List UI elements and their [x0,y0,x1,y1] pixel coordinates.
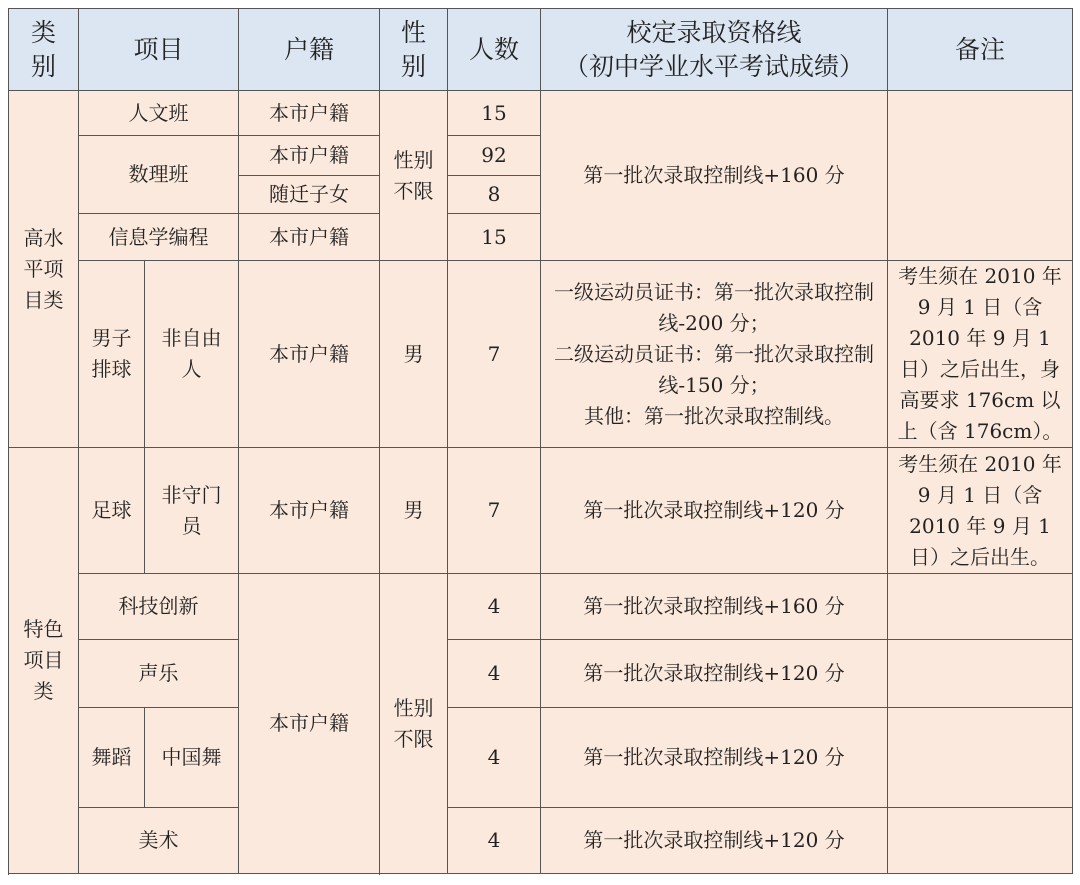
sport-cell: 男子排球 [79,261,145,448]
hukou-cell: 本市户籍 [239,448,380,574]
line-cell: 第一批次录取控制线+160 分 [541,574,888,640]
project-cell: 美术 [79,808,239,874]
table-row [9,640,1073,708]
count-cell: 4 [448,574,541,640]
remarks-cell [888,640,1073,708]
hukou-cell: 本市户籍 [239,214,380,261]
gender-cell: 男 [380,448,448,574]
line-cell: 第一批次录取控制线+160 分 [541,91,888,261]
hukou-cell: 本市户籍 [239,574,380,874]
line-item: 二级运动员证书：第一批次录取控制线-150 分； [554,341,875,397]
hukou-cell: 本市户籍 [239,91,380,136]
project-cell: 舞蹈 [79,708,145,808]
project-cell: 人文班 [79,91,239,136]
remarks-cell: 考生须在 2010 年 9 月 1 日（含 2010 年 9 月 1 日）之后出生。 [888,448,1073,574]
header-line-subtitle: （初中学业水平考试成绩） [564,51,865,81]
header-line-title: 校定录取资格线 [626,17,802,47]
table-row [9,808,1073,874]
count-cell: 7 [448,261,541,448]
remarks-cell [888,808,1073,874]
header-gender: 性别 [380,9,448,91]
hukou-cell: 随迁子女 [239,176,380,214]
project-cell: 科技创新 [79,574,239,640]
header-count: 人数 [448,9,541,91]
sub-project-cell: 中国舞 [145,708,239,808]
count-cell: 15 [448,91,541,136]
remarks-cell: 考生须在 2010 年 9 月 1 日（含 2010 年 9 月 1 日）之后出生，身高要求 176cm 以上（含 176cm）。 [888,261,1073,448]
line-cell: 第一批次录取控制线+120 分 [541,448,888,574]
count-cell: 4 [448,708,541,808]
header-project: 项目 [79,9,239,91]
project-cell: 数理班 [79,136,239,214]
hukou-cell: 本市户籍 [239,136,380,176]
remarks-cell [888,574,1073,640]
category-cell-special: 特色项目类 [9,448,79,874]
line-cell: 第一批次录取控制线+120 分 [541,808,888,874]
gender-cell: 性别不限 [380,91,448,261]
count-cell: 7 [448,448,541,574]
table-row [9,574,1073,640]
count-cell: 8 [448,176,541,214]
count-cell: 92 [448,136,541,176]
remarks-cell [888,91,1073,261]
header-category: 类别 [9,9,79,91]
table-row [9,91,1073,136]
count-cell: 15 [448,214,541,261]
line-item: 其他：第一批次录取控制线。 [584,403,845,428]
gender-cell: 男 [380,261,448,448]
line-cell [541,261,888,448]
gender-cell: 性别不限 [380,574,448,874]
admission-table-container [8,8,1073,874]
line-cell: 第一批次录取控制线+120 分 [541,640,888,708]
position-cell: 非自由人 [145,261,239,448]
header-qualification-line [541,9,888,91]
count-cell: 4 [448,808,541,874]
header-hukou: 户籍 [239,9,380,91]
remarks-cell [888,708,1073,808]
table-row [9,261,1073,448]
line-cell: 第一批次录取控制线+120 分 [541,708,888,808]
hukou-cell: 本市户籍 [239,261,380,448]
category-cell-high-level: 高水平项目类 [9,91,79,448]
position-cell: 非守门员 [145,448,239,574]
table-row [9,448,1073,574]
line-item: 一级运动员证书：第一批次录取控制线-200 分； [554,279,875,335]
project-cell: 信息学编程 [79,214,239,261]
project-cell: 声乐 [79,640,239,708]
admission-table [8,8,1073,874]
table-row [9,708,1073,808]
header-row [9,9,1073,91]
count-cell: 4 [448,640,541,708]
sport-cell: 足球 [79,448,145,574]
header-remarks: 备注 [888,9,1073,91]
